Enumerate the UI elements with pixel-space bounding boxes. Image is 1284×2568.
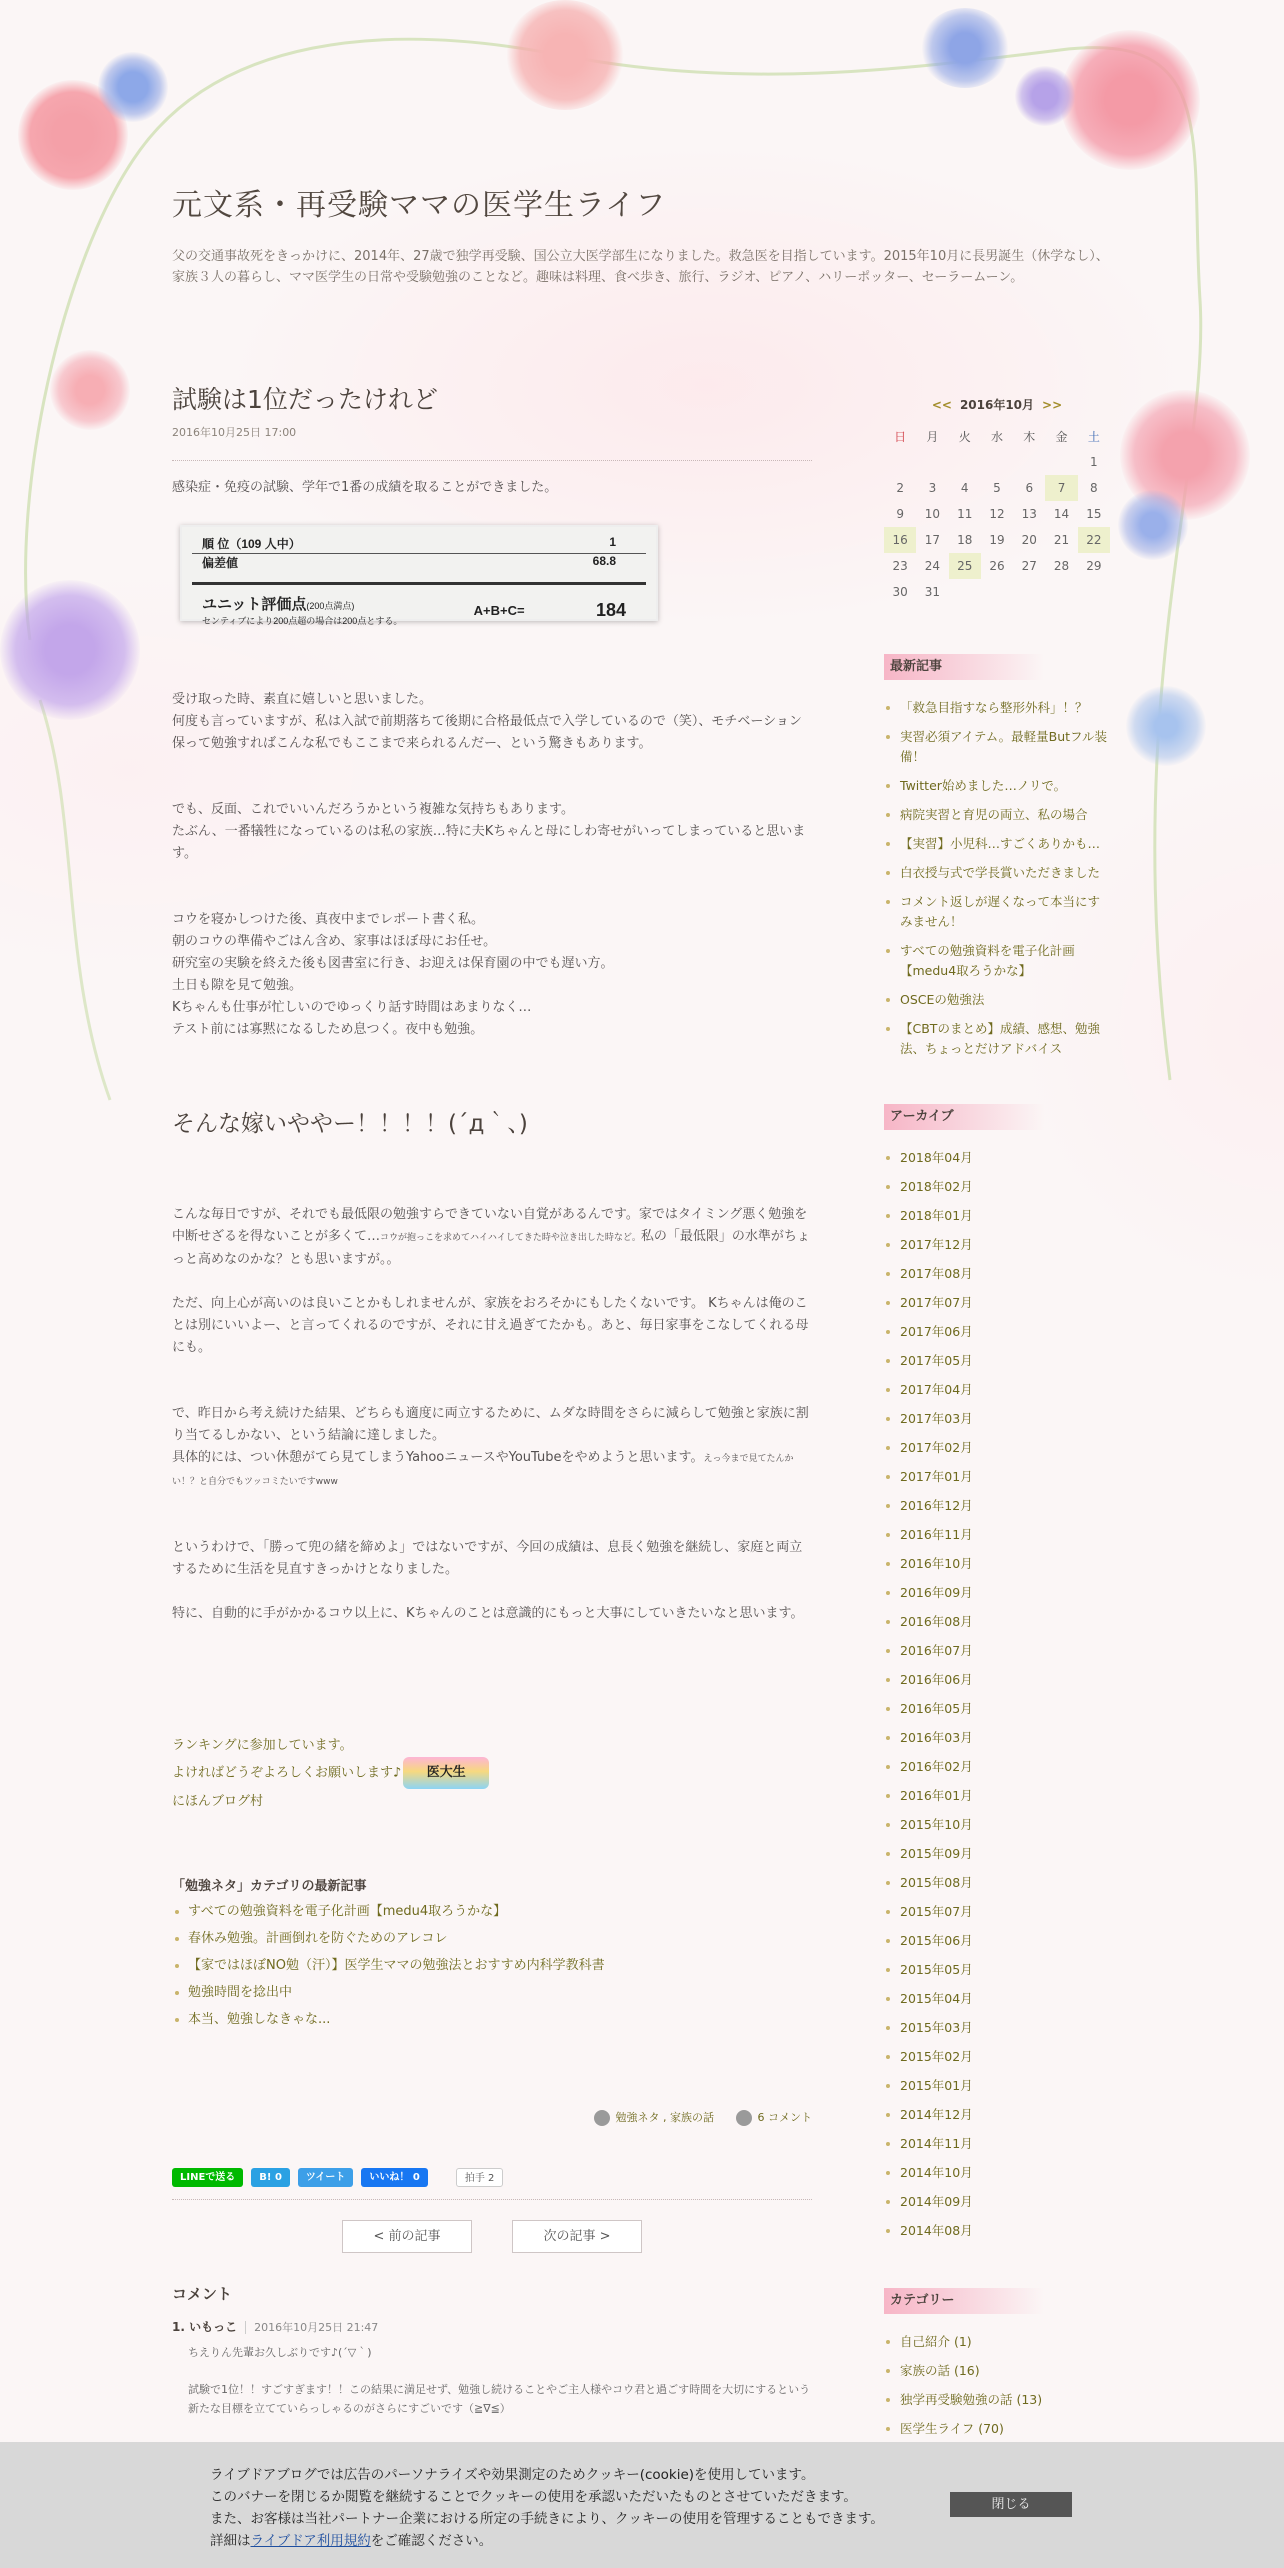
archive-link[interactable]: 2017年05月 [900,1353,973,1368]
comment-author: 1. いもっこ [172,2320,238,2334]
list-item [884,1380,1110,1400]
list-item [884,892,1110,932]
categories-list [884,2332,1110,2439]
cookie-text: ライブドアブログでは広告のパーソナライズや効果測定のためクッキー(cookie)を使用しています。 [210,2467,815,2483]
site-description: 父の交通事故死をきっかけに、2014年、27歳で独学再受験、国公立大医学部生になりました。救急医を目指しています。2015年10月に長男誕生（休学なし）、家族３人の暮らし、ママ医学生の日常や受験勉強のことなど。趣味は料理、食べ歩き、旅行、ラジオ、ピアノ、ハリーポッター、セーラームーン。 [172,249,1109,285]
list-item [884,2332,1110,2352]
category-article-link[interactable]: すべての勉強資料を電子化計画【medu4取ろうかな】 [188,1904,507,1919]
calendar-day: 26 [989,559,1005,573]
post-navigation [172,2220,812,2253]
unit-score-value: 184 [595,599,626,620]
list-item [884,1525,1110,1545]
calendar-day: 31 [924,585,941,599]
facebook-like-button[interactable]: いいね！ 0 [361,2168,427,2187]
hatena-bookmark-button[interactable]: B! 0 [251,2168,290,2187]
comment-line: ちえりん先輩お久しぶりです♪(´▽｀) [188,2346,372,2359]
calendar-day: 1 [1090,455,1098,469]
list-item [884,1641,1110,1661]
post-meta [172,2109,812,2126]
recent-post-link[interactable]: 【CBTのまとめ】成績、感想、勉強法、ちょっとだけアドバイス [900,1021,1100,1056]
unit-score-label: ユニット評価点 [202,596,307,613]
category-latest-list [172,1898,812,2033]
nihon-blogmura-link[interactable]: にほんブログ村 [172,1794,264,1809]
list-item [884,1815,1110,1835]
section-heading: そんな嫁いややー！！！！(´д｀、) [172,1111,528,1137]
list-item [172,2006,812,2033]
archive-widget [884,1104,1110,2250]
unit-score-row [192,582,646,627]
list-item [884,1670,1110,1690]
paragraph: でも、反面、これでいいんだろうかという複雑な気持ちもあります。 [172,802,574,817]
list-item [884,2163,1110,2183]
archive-link[interactable]: 2016年03月 [900,1730,973,1745]
archive-link[interactable]: 2016年11月 [900,1527,973,1542]
calendar-day [949,449,981,475]
archive-link[interactable]: 2014年08月 [900,2223,973,2238]
calendar-day [949,579,981,605]
categories-widget [884,2288,1110,2448]
archive-link[interactable]: 2015年05月 [900,1962,973,1977]
calendar-day: 8 [1090,481,1098,495]
archive-link[interactable]: 2015年07月 [900,1904,973,1919]
paragraph [172,1204,812,1271]
calendar-table [884,423,1110,605]
comment-line: 試験で1位！！すごすぎます！！この結果に満足せず、勉強し続けることやご主人様やコウ君と過ごす時間を大切にするという新たな目標を立てていらっしゃるのがさらにすごいです（≧∇≦） [188,2383,811,2415]
category-article-link[interactable]: 春休み勉強。計画倒れを防ぐためのアレコレ [188,1931,448,1946]
list-item [884,1409,1110,1429]
calendar-day: 6 [1025,481,1034,495]
calendar-day: 10 [924,507,941,521]
archive-link[interactable]: 2017年01月 [900,1469,973,1484]
archive-link[interactable]: 2014年12月 [900,2107,973,2122]
cookie-close-button[interactable]: 閉じる [950,2492,1072,2517]
list-item [884,1206,1110,1226]
article [172,380,812,2418]
list-item [884,834,1110,854]
small-note: コウが抱っこを求めてハイハイしてきた時や泣き出した時など。 [380,1233,641,1243]
archive-link[interactable]: 2014年10月 [900,2165,973,2180]
archive-link[interactable]: 2018年01月 [900,1208,973,1223]
cookie-text-part: をご確認ください。 [370,2533,493,2549]
list-item [884,1989,1110,2009]
calendar-day: 11 [957,507,973,521]
ranking-link-text: よければどうぞよろしくお願いします♪ [172,1765,402,1781]
list-item [884,1699,1110,1719]
weekday: 金 [1055,429,1068,444]
category-link[interactable]: 独学再受験勉強の話 (13) [900,2392,1043,2407]
ranking-banner[interactable]: 医大生 [403,1757,489,1789]
list-item [884,1786,1110,1806]
list-item [884,1902,1110,1922]
calendar-day-with-post[interactable]: 7 [1045,475,1077,501]
calendar-day [1078,579,1110,605]
post-date: 2016年10月25日 17:00 [172,424,812,461]
paragraph: というわけで、「勝って兜の緒を締めよ」ではないですが、今回の成績は、息長く勉強を継続し、家庭と両立するために生活を見直すきっかけとなりました。 [172,1540,803,1577]
list-item [172,1979,812,2006]
paragraph: 土日も隙を見て勉強。 [172,978,303,993]
weekday: 月 [926,429,939,444]
weekday: 土 [1087,429,1100,444]
list-item [884,1583,1110,1603]
calendar-day: 23 [892,559,908,573]
rank-row [192,535,646,554]
calendar-week [884,579,1110,605]
cookie-text [210,2530,1284,2552]
list-item [884,805,1110,825]
list-item [884,1019,1110,1059]
list-item [884,1612,1110,1632]
calendar-day: 3 [928,481,937,495]
calendar-day: 28 [1053,559,1070,573]
calendar-prev-month[interactable]: << [931,398,952,412]
recent-post-link[interactable]: 白衣授与式で学長賞いただきました [900,865,1101,880]
score-report-image[interactable] [180,525,658,626]
paragraph-text: 具体的には、つい休憩がてら見てしまうYahooニュースやYouTubeをやめようと思います。 [172,1450,704,1465]
paragraph: たぶん、一番犠牲になっているのは私の家族…特に夫Kちゃんと母にしわ寄せがいってしまっていると思います。 [172,824,806,861]
paragraph: 受け取った時、素直に嬉しいと思いました。 [172,692,433,707]
archive-link[interactable]: 2017年04月 [900,1382,973,1397]
butterfly-icon [1126,686,1206,766]
category-link[interactable]: 自己紹介 (1) [900,2334,972,2349]
calendar-day [1013,449,1045,475]
list-item [884,698,1110,718]
next-post-button[interactable]: 次の記事 > [512,2220,642,2253]
deviation-value: 68.8 [592,554,616,568]
unit-score-sub: (200点満点) [306,601,355,611]
archive-link[interactable]: 2015年08月 [900,1875,973,1890]
list-item [172,1898,812,1925]
list-item [884,1728,1110,1748]
paragraph: ただ、向上心が高いのは良いことかもしれませんが、家族をおろそかにもしたくないです。 Kちゃんは俺のことは別にいいよー、と言ってくれるのですが、それに甘え過ぎてたかも。あと、毎日家事をこなしてくれる母にも。 [172,1296,809,1355]
paragraph: 感染症・免疫の試験、学年で1番の成績を取ることができました。 [172,480,558,495]
small-note: えっ今まで見てたんかい！？と自分でもツッコミたいですwww [172,1454,794,1487]
archive-link[interactable]: 2017年07月 [900,1295,973,1310]
list-item [884,2076,1110,2096]
calendar-week [884,553,1110,579]
archive-link[interactable]: 2016年07月 [900,1643,973,1658]
list-item [884,1873,1110,1893]
paragraph: テスト前には寡黙になるしため息つく。夜中も勉強。 [172,1022,484,1037]
archive-link[interactable]: 2016年12月 [900,1498,973,1513]
comment-body [188,2343,812,2418]
cookie-text: このバナーを閉じるか閲覧を継続することでクッキーの使用を承認いただいたものとさせていただきます。 [210,2489,857,2505]
calendar-week [884,501,1110,527]
list-item [884,1757,1110,1777]
weekday: 日 [894,429,907,444]
archive-link[interactable]: 2016年01月 [900,1788,973,1803]
recent-post-link[interactable]: Twitter始めました…ノリで。 [900,778,1067,793]
archive-link[interactable]: 2017年08月 [900,1266,973,1281]
calendar-week [884,449,1110,475]
list-item [884,1931,1110,1951]
calendar-day [1045,579,1077,605]
paragraph [172,1447,812,1493]
clap-button[interactable]: 拍手 2 [456,2168,504,2187]
blue-flower-icon [98,52,168,122]
calendar-day: 24 [924,559,941,573]
calendar-day: 15 [1086,507,1102,521]
archive-link[interactable]: 2015年02月 [900,2049,973,2064]
calendar-day [884,449,916,475]
list-item [884,2018,1110,2038]
rank-value: 1 [609,535,616,549]
ranking-link[interactable] [172,1757,812,1789]
list-item [884,1496,1110,1516]
post-comments-link[interactable]: 6 コメント [757,2111,812,2124]
list-item [884,863,1110,883]
archive-link[interactable]: 2016年05月 [900,1701,973,1716]
list-item [884,2134,1110,2154]
blue-flower-icon [1118,490,1188,560]
archive-heading: アーカイブ [884,1104,1044,1130]
list-item [884,1322,1110,1342]
comments-heading: コメント [172,2285,233,2303]
calendar-day: 13 [1021,507,1037,521]
list-item [884,2419,1110,2439]
paragraph: Kちゃんも仕事が忙しいのでゆっくり話す時間はあまりなく… [172,1000,532,1015]
recent-post-link[interactable]: すべての勉強資料を電子化計画【medu4取ろうかな】 [900,943,1075,978]
calendar-day: 9 [896,507,904,521]
archive-link[interactable]: 2016年06月 [900,1672,973,1687]
archive-list [884,1148,1110,2241]
unit-score-note: センティブにより200点超の場合は200点とする。 [202,616,403,626]
purple-flower-icon [1015,66,1075,126]
weekday: 火 [958,429,971,444]
list-item [884,2192,1110,2212]
categories-heading: カテゴリー [884,2288,1044,2314]
calendar-day: 27 [1021,559,1037,573]
calendar-week [884,475,1110,501]
archive-link[interactable]: 2014年09月 [900,2194,973,2209]
folder-icon [594,2110,610,2126]
category-article-link[interactable]: 【家ではほぼNO勉（汗）】医学生ママの勉強法とおすすめ内科学教科書 [188,1958,605,1973]
calendar-day: 12 [989,507,1005,521]
deviation-row [192,554,646,572]
rank-label: 順 位（109 人中） [202,537,301,551]
recent-post-link[interactable]: 「救急目指すなら整形外科」！？ [900,700,1088,715]
archive-link[interactable]: 2018年04月 [900,1150,973,1165]
tweet-button[interactable]: ツイート [298,2168,354,2187]
archive-link[interactable]: 2015年09月 [900,1846,973,1861]
pink-flower-icon [1120,390,1250,520]
recent-post-link[interactable]: 病院実習と育児の両立、私の場合 [900,807,1088,822]
list-item [884,1148,1110,1168]
archive-link[interactable]: 2015年06月 [900,1933,973,1948]
paragraph: 研究室の実験を終えた後も図書室に行き、お迎えは保育園の中でも遅い方。 [172,956,614,971]
category-article-link[interactable]: 勉強時間を捻出中 [188,1985,293,2000]
calendar-day: 2 [896,481,904,495]
calendar-day-with-post[interactable]: 22 [1078,527,1110,553]
paragraph: 何度も言っていますが、私は入試で前期落ちて後期に合格最低点で入学しているので（笑）、モチベーション保って勉強すればこんな私でもここまで来られるんだー、という驚きもあります。 [172,714,802,751]
list-item [884,1264,1110,1284]
archive-link[interactable]: 2016年09月 [900,1585,973,1600]
post-categories-link[interactable]: 勉強ネタ , 家族の話 [615,2111,714,2124]
comment-date: 2016年10月25日 21:47 [245,2321,378,2334]
calendar-next-month[interactable]: >> [1042,398,1063,412]
archive-link[interactable]: 2017年02月 [900,1440,973,1455]
ranking-block [172,1735,812,1813]
calendar-weekdays [884,423,1110,449]
archive-link[interactable]: 2016年10月 [900,1556,973,1571]
calendar-day [1013,579,1045,605]
comment-icon [736,2110,752,2126]
score-formula: A+B+C= [473,602,525,618]
recent-post-link[interactable]: 【実習】小児科…すごくありかも… [900,836,1101,851]
list-item [884,941,1110,981]
pink-flower-icon [505,0,625,110]
blue-flower-icon [920,8,1010,88]
list-item [884,2105,1110,2125]
calendar-day [916,449,948,475]
cookie-banner [0,2442,1284,2568]
archive-link[interactable]: 2015年01月 [900,2078,973,2093]
calendar-day: 18 [957,533,973,547]
paragraph: コウを寝かしつけた後、真夜中までレポート書く私。 [172,912,485,927]
archive-link[interactable]: 2015年03月 [900,2020,973,2035]
category-latest-heading: 「勉強ネタ」カテゴリの最新記事 [172,1879,367,1894]
archive-link[interactable]: 2014年11月 [900,2136,973,2151]
deviation-label: 偏差値 [202,556,239,570]
list-item [884,727,1110,767]
pink-flower-icon [18,80,128,190]
list-item [884,1235,1110,1255]
calendar-day: 29 [1086,559,1102,573]
calendar-month: 2016年10月 [959,398,1035,412]
category-article-link[interactable]: 本当、勉強しなきゃな... [188,2012,331,2027]
ranking-link[interactable]: ランキングに参加しています。 [172,1738,353,1753]
calendar-widget [884,396,1110,605]
archive-link[interactable]: 2018年02月 [900,1179,973,1194]
list-item [884,1438,1110,1458]
list-item [884,2361,1110,2381]
post-title[interactable]: 試験は1位だったけれど [172,385,438,414]
calendar-day: 4 [960,481,969,495]
line-share-button[interactable]: LINEで送る [172,2168,243,2187]
paragraph-text: こんな毎日ですが、それでも最低限の勉強すらできていない自覚があるんです。家ではタイミング悪く勉強を中断せざるを得ないことが多くて… [172,1207,808,1244]
site-title[interactable]: 元文系・再受験ママの医学生ライフ [172,188,667,223]
site-header [172,180,1112,288]
archive-link[interactable]: 2016年02月 [900,1759,973,1774]
list-item [884,1467,1110,1487]
list-item [884,1177,1110,1197]
recent-post-link[interactable]: 実習必須アイテム。最軽量Butフル装備！ [900,729,1108,764]
archive-link[interactable]: 2017年03月 [900,1411,973,1426]
archive-link[interactable]: 2015年04月 [900,1991,973,2006]
archive-link[interactable]: 2015年10月 [900,1817,973,1832]
paragraph-text: 私の「最低限」の水準がちょっと高めなのかな？とも思いますが。。 [172,1229,810,1267]
calendar-day-with-post[interactable]: 16 [884,527,916,553]
paragraph: 朝のコウの準備やごはん含め、家事はほぼ母にお任せ。 [172,934,497,949]
comment [172,2318,812,2418]
terms-link[interactable]: ライブドア利用規約 [250,2533,371,2549]
share-buttons [172,2168,812,2200]
list-item [884,1351,1110,1371]
recent-post-link[interactable]: コメント返しが遅くなって本当にすみません！ [900,894,1101,929]
list-item [884,2221,1110,2241]
list-item [884,1960,1110,1980]
calendar-day-with-post[interactable]: 25 [949,553,981,579]
list-item [884,2047,1110,2067]
weekday: 水 [990,429,1003,444]
list-item [884,1554,1110,1574]
calendar-day [981,579,1013,605]
calendar-day: 17 [924,533,941,547]
purple-flower-icon [0,580,140,720]
archive-link[interactable]: 2017年06月 [900,1324,973,1339]
cookie-text: また、お客様は当社パートナー企業における所定の手続きにより、クッキーの使用を管理することもできます。 [210,2511,884,2527]
recent-posts-heading: 最新記事 [884,654,1044,680]
prev-post-button[interactable]: < 前の記事 [342,2220,472,2253]
calendar-day [1045,449,1077,475]
weekday: 木 [1023,429,1036,444]
calendar-day: 20 [1021,533,1037,547]
list-item [884,990,1110,1010]
paragraph: 特に、自動的に手がかかるコウ以上に、Kちゃんのことは意識的にもっと大事にしていきたいなと思います。 [172,1606,804,1621]
list-item [884,776,1110,796]
pink-flower-icon [1060,30,1200,170]
calendar-day: 19 [989,533,1005,547]
list-item [884,1844,1110,1864]
pink-flower-icon [50,350,130,430]
calendar-day: 30 [892,585,908,599]
category-link[interactable]: 医学生ライフ (70) [900,2421,1004,2436]
list-item [172,1952,812,1979]
list-item [884,1293,1110,1313]
archive-link[interactable]: 2016年08月 [900,1614,973,1629]
paragraph: で、昨日から考え続けた結果、どちらも適度に両立するために、ムダな時間をさらに減らして勉強と家族に割り当てるしかない、という結論に達しました。 [172,1406,809,1443]
calendar-week [884,527,1110,553]
calendar-day: 5 [993,481,1001,495]
recent-post-link[interactable]: OSCEの勉強法 [900,992,985,1007]
calendar-day [981,449,1013,475]
calendar-header [884,396,1110,413]
recent-posts-list [884,698,1110,1059]
category-link[interactable]: 家族の話 (16) [900,2363,980,2378]
list-item [172,1925,812,1952]
list-item [884,2390,1110,2410]
recent-posts-widget [884,654,1110,1068]
cookie-text-part: 詳細は [210,2533,251,2549]
archive-link[interactable]: 2017年12月 [900,1237,973,1252]
calendar-day: 21 [1053,533,1070,547]
calendar-day: 14 [1053,507,1070,521]
